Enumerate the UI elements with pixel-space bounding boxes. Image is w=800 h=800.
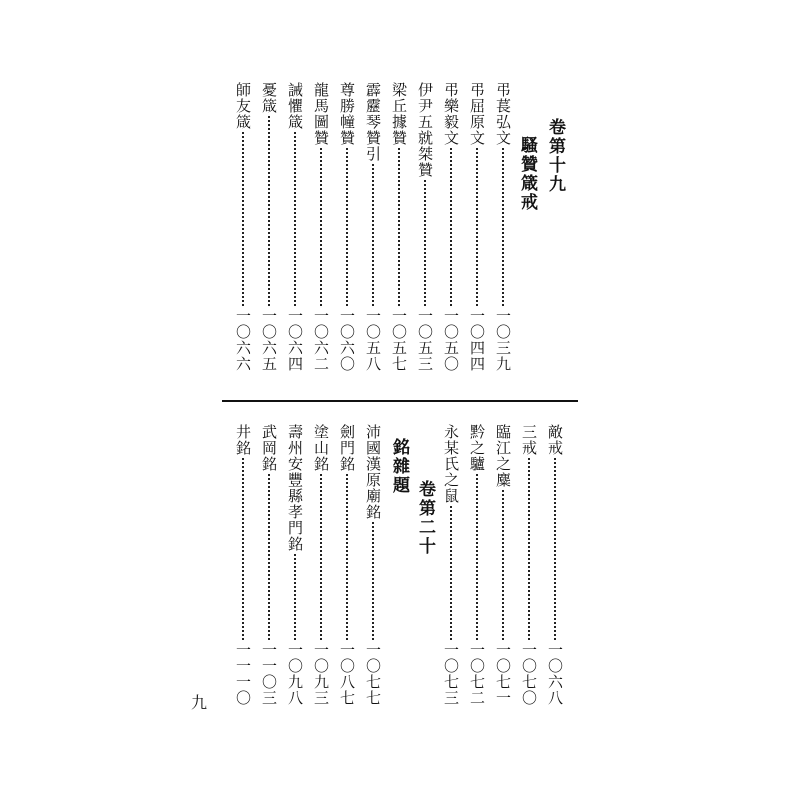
dot-leader (528, 458, 530, 640)
dot-leader (268, 116, 270, 306)
toc-entry-title: 弔萇弘文 (494, 82, 512, 146)
toc-entry-title: 弔屈原文 (468, 82, 486, 146)
toc-entry-page: 一〇七〇 (520, 642, 538, 706)
toc-entry-page: 一〇五八 (364, 308, 382, 372)
toc-entry[interactable] (490, 82, 516, 372)
toc-entry-page: 一〇九八 (286, 642, 304, 706)
toc-entry-title: 尊勝幢贊 (338, 82, 356, 146)
toc-entry-page: 一〇六〇 (338, 308, 356, 372)
dot-leader (346, 148, 348, 306)
toc-entry-page: 一〇七七 (364, 642, 382, 706)
toc-entry-page: 一一一〇 (234, 642, 252, 706)
toc-entry-page: 一一〇三 (260, 642, 278, 706)
toc-entry-page: 一〇六五 (260, 308, 278, 372)
toc-entry-page: 一〇五〇 (442, 308, 460, 372)
toc-entry[interactable] (282, 424, 308, 706)
dot-leader (268, 474, 270, 640)
toc-entry-page: 一〇三九 (494, 308, 512, 372)
dot-leader (554, 458, 556, 640)
toc-entry[interactable] (282, 82, 308, 372)
dot-leader (450, 148, 452, 306)
dot-leader (242, 458, 244, 640)
dot-leader (372, 522, 374, 640)
toc-entry-title: 劍門銘 (338, 424, 356, 472)
toc-entry-page: 一〇六八 (546, 642, 564, 706)
dot-leader (424, 180, 426, 306)
toc-entry-page: 一〇八七 (338, 642, 356, 706)
toc-entry-page: 一〇九三 (312, 642, 330, 706)
toc-entry-page: 一〇七三 (442, 642, 460, 706)
toc-entry-title: 憂箴 (260, 82, 278, 114)
toc-entry-title: 黔之驢 (468, 424, 486, 472)
dot-leader (320, 474, 322, 640)
toc-entry[interactable] (438, 82, 464, 372)
toc-entry-title: 壽州安豐縣孝門銘 (286, 424, 304, 552)
toc-entry[interactable] (230, 82, 256, 372)
dot-leader (372, 164, 374, 306)
toc-entry-title: 弔樂毅文 (442, 82, 460, 146)
toc-entry[interactable] (464, 82, 490, 372)
toc-entry-page: 一〇六四 (286, 308, 304, 372)
toc-entry-title: 敵戒 (546, 424, 564, 456)
toc-entry-title: 龍馬圖贊 (312, 82, 330, 146)
toc-entry[interactable] (308, 82, 334, 372)
toc-entry[interactable] (308, 424, 334, 706)
toc-entry-title: 沛國漢原廟銘 (364, 424, 382, 520)
toc-entry[interactable] (386, 82, 412, 372)
toc-entry-title: 臨江之麋 (494, 424, 512, 488)
section-heading-20: 銘雜題 (389, 438, 409, 495)
volume-heading-19: 卷第十九 (545, 118, 565, 194)
toc-entry[interactable] (334, 82, 360, 372)
toc-entry-page: 一〇五三 (416, 308, 434, 372)
toc-entry-page: 一〇六二 (312, 308, 330, 372)
dot-leader (242, 132, 244, 306)
toc-entry-title: 武岡銘 (260, 424, 278, 472)
toc-entry-title: 師友箴 (234, 82, 252, 130)
toc-entry[interactable] (256, 82, 282, 372)
toc-entry-title: 誡懼箴 (286, 82, 304, 130)
toc-entry[interactable] (360, 424, 386, 706)
toc-entry-page: 一〇七一 (494, 642, 512, 706)
section-heading-19: 騷贊箴戒 (517, 136, 537, 212)
toc-entry-title: 永某氏之鼠 (442, 424, 460, 504)
toc-entry[interactable] (230, 424, 256, 706)
toc-entry[interactable] (334, 424, 360, 706)
dot-leader (502, 148, 504, 306)
volume-heading-20: 卷第二十 (415, 480, 435, 556)
toc-entry-title: 塗山銘 (312, 424, 330, 472)
dot-leader (450, 506, 452, 640)
toc-entry-page: 一〇四四 (468, 308, 486, 372)
toc-entry-title: 霹靂琴贊引 (364, 82, 382, 162)
toc-entry[interactable] (516, 424, 542, 706)
toc-entry[interactable] (412, 82, 438, 372)
dot-leader (320, 148, 322, 306)
dot-leader (346, 474, 348, 640)
dot-leader (294, 554, 296, 640)
toc-entry-title: 井銘 (234, 424, 252, 456)
dot-leader (398, 148, 400, 306)
toc-entry[interactable] (464, 424, 490, 706)
toc-entry[interactable] (542, 424, 568, 706)
dot-leader (476, 148, 478, 306)
toc-entry-title: 梁丘據贊 (390, 82, 408, 146)
section-divider (222, 400, 578, 402)
toc-entry-page: 一〇五七 (390, 308, 408, 372)
toc-entry[interactable] (490, 424, 516, 706)
toc-entry[interactable] (438, 424, 464, 706)
toc-entry-page: 一〇七二 (468, 642, 486, 706)
page-folio: 九 (191, 693, 208, 712)
toc-entry[interactable] (360, 82, 386, 372)
toc-entry-page: 一〇六六 (234, 308, 252, 372)
dot-leader (476, 474, 478, 640)
toc-entry[interactable] (256, 424, 282, 706)
dot-leader (294, 132, 296, 306)
dot-leader (502, 490, 504, 640)
toc-entry-title: 伊尹五就桀贊 (416, 82, 434, 178)
toc-entry-title: 三戒 (520, 424, 538, 456)
